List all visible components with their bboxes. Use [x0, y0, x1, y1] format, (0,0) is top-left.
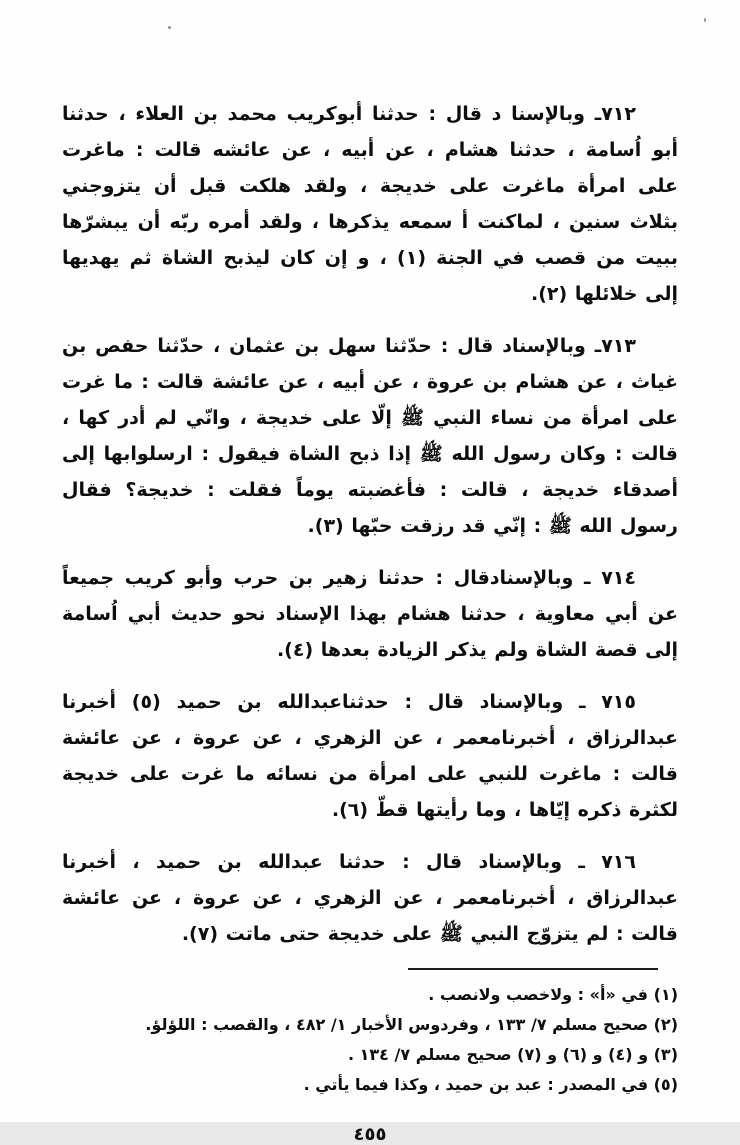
scan-speck	[168, 26, 171, 29]
footnotes-list	[62, 980, 678, 1100]
hadith-paragraph-713: ٧١٣ـ وبالإسناد قال : حدّثنا سهل بن عثمان ، حدّثنا حفص بن غياث ، عن هشام بن عروة ، عن أبيه ، عن عائشة قالت : ما غرت على امرأة من نساء النبي ﷺ إلّا على خديجة ، وانّي لم أدر كها ، قالت : وكان رسول الله ﷺ إذا ذبح الشاة فيقول : ارسلوابها إلى أصدقاء خديجة ، قالت : فأغضبته يوماً فقلت : خديجة؟ فقال رسول الله ﷺ : إنّي قد رزقت حبّها (٣).	[62, 335, 678, 537]
footnote-2: (٢) صحيح مسلم ٧/ ١٣٣ ، وفردوس الأخبار ١/ ٤٨٢ ، والقصب : اللؤلؤ.	[145, 1015, 678, 1034]
page-number: ٤٥٥	[353, 1124, 387, 1145]
hadith-paragraph-715: ٧١٥ ـ وبالإسناد قال : حدثناعبدالله بن حميد (٥) أخبرنا عبدالرزاق ، أخبرنامعمر ، عن الزهري ، عن عروة ، عن عائشة قالت : ماغرت للنبي على امرأة من نسائه ما غرت على خديجة لكثرة ذكره إيّاها ، وما رأيتها قطّ (٦).	[62, 691, 678, 821]
scan-speck	[704, 18, 706, 22]
footnote-3: (٣) و (٤) و (٦) و (٧) صحيح مسلم ٧/ ١٣٤ .	[347, 1045, 678, 1064]
footnote-4: (٥) في المصدر : عبد بن حميد ، وكذا فيما يأتي .	[303, 1075, 678, 1094]
footnote-separator-rule	[408, 968, 658, 970]
hadith-paragraph-714: ٧١٤ ـ وبالإسنادقال : حدثنا زهير بن حرب وأبو كريب جميعاً عن أبي معاوية ، حدثنا هشام بهذا الإسناد نحو حديث أبي اُسامة إلى قصة الشاة ولم يذكر الزيادة بعدها (٤).	[62, 567, 678, 661]
footnote-1: (١) في «أ» : ولاخصب ولانصب .	[428, 985, 678, 1004]
hadith-paragraph-712: ٧١٢ـ وبالإسنا د قال : حدثنا أبوكريب محمد بن العلاء ، حدثنا أبو اُسامة ، حدثنا هشام ، عن أبيه ، عن عائشه قالت : ماغرت على امرأة ماغرت على خديجة ، ولقد هلكت قبل أن يتزوجني بثلاث سنين ، لماكنت أ سمعه يذكرها ، ولقد أمره ربّه أن يبشرّها ببيت من قصب في الجنة (١) ، و إن كان ليذبح الشاة ثم يهديها إلى خلائلها (٢).	[62, 103, 679, 305]
footnote-area	[0, 968, 740, 1145]
hadith-paragraph-716: ٧١٦ ـ وبالإسناد قال : حدثنا عبدالله بن حميد ، أخبرنا عبدالرزاق ، أخبرنامعمر ، عن الزهري ، عن عروة ، عن عائشة قالت : لم يتزوّج النبي ﷺ على خديجة حتى ماتت (٧).	[62, 851, 678, 945]
